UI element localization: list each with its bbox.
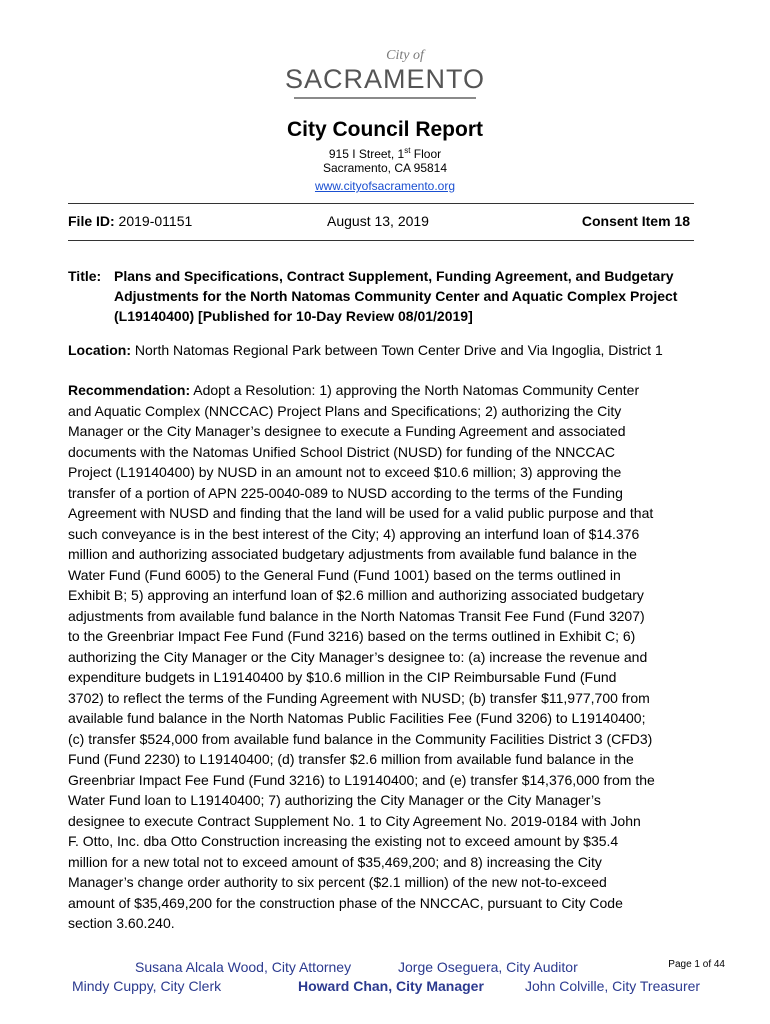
title-section <box>68 266 698 326</box>
logo-sacramento: SACRAMENTO <box>284 64 486 94</box>
footer-city-clerk: Mindy Cuppy, City Clerk <box>72 978 222 994</box>
location-text: North Natomas Regional Park between Town Center Drive and Via Ingoglia, District 1 <box>131 342 663 358</box>
recommendation-line: F. Otto, Inc. dba Otto Construction increasing the existing not to exceed amount by $35.4 <box>68 833 619 849</box>
footer-city-manager: Howard Chan, City Manager <box>298 978 484 994</box>
recommendation-line: Exhibit B; 5) approving an interfund loan of $2.6 million and authorizing associated budgetary <box>68 587 644 603</box>
recommendation-line: Recommendation: Adopt a Resolution: 1) approving the North Natomas Community Center <box>68 382 640 398</box>
recommendation-line: million and authorizing associated budgetary adjustments from available fund balance in the <box>68 546 637 562</box>
footer-city-treasurer: John Colville, City Treasurer <box>525 978 701 994</box>
footer-city-attorney: Susana Alcala Wood, City Attorney <box>135 959 352 975</box>
footer-city-auditor: Jorge Oseguera, City Auditor <box>398 959 578 975</box>
recommendation-line: Manager or the City Manager’s designee to execute a Funding Agreement and associated <box>68 423 626 439</box>
page-number: Page 1 of 44 <box>668 959 725 970</box>
report-title: City Council Report <box>286 118 483 141</box>
recommendation-line: transfer of a portion of APN 225-0040-089 to NUSD according to the terms of the Funding <box>68 484 623 501</box>
recommendation-line: 3702) to reflect the terms of the Funding Agreement with NUSD; (b) transfer $11,977,700 from <box>68 689 650 706</box>
meeting-date: August 13, 2019 <box>327 213 429 229</box>
recommendation-line: Greenbriar Impact Fee Fund (Fund 3216) to L19140400; and (e) transfer $14,376,000 from the <box>68 771 655 788</box>
recommendation-line: Project (L19140400) by NUSD in an amount not to exceed $10.6 million; 3) approving the <box>68 464 622 480</box>
recommendation-line: authorizing the City Manager or the City Manager’s designee to: (a) increase the revenue and <box>68 648 648 665</box>
report-info-row <box>68 211 694 231</box>
recommendation-line: Manager’s change order authority to six percent ($2.1 million) of the new not-to-exceed <box>68 874 607 890</box>
recommendation-line: section 3.60.240. <box>68 915 175 931</box>
recommendation-line: available fund balance in the North Natomas Public Facilities Fee (Fund 3206) to L19140400; <box>68 710 646 726</box>
website-link[interactable]: www.cityofsacramento.org <box>314 179 456 193</box>
consent-item: Consent Item 18 <box>581 213 690 229</box>
recommendation-line: Water Fund loan to L19140400; 7) authorizing the City Manager or the City Manager’s <box>68 792 601 808</box>
recommendation-line: such conveyance is in the best interest of the City; 4) approving an interfund loan of $14.376 <box>68 525 640 542</box>
city-logo <box>0 48 770 99</box>
recommendation-line: million for a new total not to exceed amount of $35,469,200; and 8) increasing the City <box>68 853 602 870</box>
recommendation-line: (c) transfer $524,000 from available fund balance in the Community Facilities District 3 (CFD3) <box>68 730 653 747</box>
title-label: Title: <box>68 268 102 284</box>
recommendation-line: designee to execute Contract Supplement No. 1 to City Agreement No. 2019-0184 with John <box>68 812 641 829</box>
recommendation-section <box>68 380 708 934</box>
website-link-row <box>0 179 770 194</box>
file-id: File ID: 2019-01151 <box>68 213 193 229</box>
recommendation-label: Recommendation: <box>68 382 191 398</box>
recommendation-line: and Aquatic Complex (NNCCAC) Project Plans and Specifications; 2) authorizing the City <box>68 402 622 419</box>
logo-underline <box>294 97 476 99</box>
divider-bottom <box>68 240 694 241</box>
recommendation-line: to the Greenbriar Impact Fee Fund (Fund 3216) based on the terms outlined in Exhibit C; 6) <box>68 628 636 644</box>
address-line-2: Sacramento, CA 95814 <box>322 161 448 175</box>
recommendation-line: Fund (Fund 2230) to L19140400; (d) transfer $2.6 million from available fund balance in the <box>68 751 634 767</box>
logo-city-of: City of <box>386 48 424 63</box>
location-label: Location: <box>68 342 131 358</box>
recommendation-line: documents with the Natomas Unified School District (NUSD) for funding of the NNCCAC <box>68 443 615 460</box>
title-text: Plans and Specifications, Contract Supplement, Funding Agreement, and Budgetary Adjustments for the North Natomas Community Center and Aquatic Complex Project (L19140400) [Published for 10-Day Review 08/01/2019] <box>114 268 678 324</box>
recommendation-line: amount of $35,469,200 for the construction phase of the NNCCAC, pursuant to City Code <box>68 894 623 911</box>
recommendation-line: Agreement with NUSD and finding that the land will be used for a valid public purpose and that <box>68 505 654 521</box>
recommendation-line: adjustments from available fund balance in the North Natomas Transit Fee Fund (Fund 3207) <box>68 607 645 624</box>
divider-top <box>68 203 694 204</box>
recommendation-line: Water Fund (Fund 6005) to the General Fund (Fund 1001) based on the terms outlined in <box>68 566 621 583</box>
recommendation-line: expenditure budgets in L19140400 by $10.6 million in the CIP Reimbursable Fund (Fund <box>68 669 617 685</box>
address-line-1: 915 I Street, 1st Floor <box>328 146 442 161</box>
location-section <box>68 340 718 360</box>
